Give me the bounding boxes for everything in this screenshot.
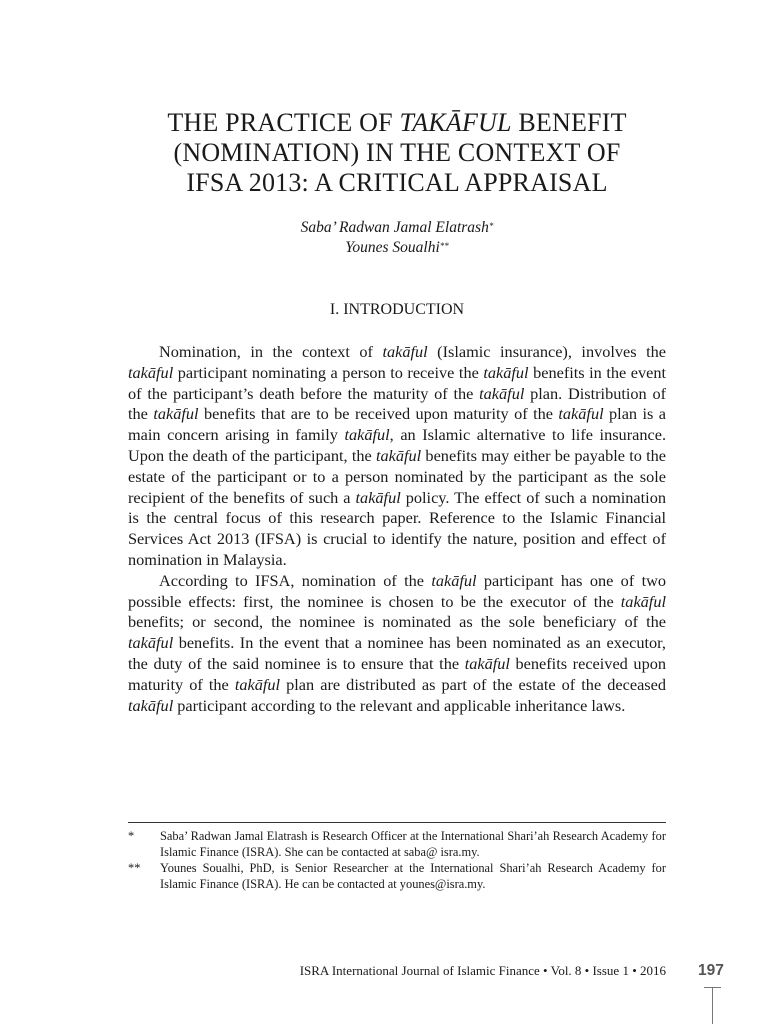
- italic-term: takāful: [464, 653, 510, 673]
- text-run: benefits; or second, the nominee is nominated as the sole beneficiary of the: [128, 612, 666, 632]
- title-line-3: IFSA 2013: A CRITICAL APPRAISAL: [186, 168, 608, 197]
- italic-term: takāful: [128, 695, 174, 715]
- text-run: benefits received upon maturity of the: [128, 653, 666, 694]
- paragraph-2: [128, 571, 666, 717]
- footnotes: [128, 828, 666, 892]
- running-footer: ISRA International Journal of Islamic Finance • Vol. 8 • Issue 1 • 2016: [299, 963, 666, 978]
- text-run: benefits that are to be received upon maturity of the: [198, 404, 559, 424]
- text-run: , an Islamic alternative to life insurance. Upon the death of the participant, the: [128, 425, 667, 465]
- text-run: benefits. In the event that a nominee has been nominated as an executor, the duty of the said nominee is to ensure that the: [128, 633, 666, 673]
- italic-term: takāful: [382, 342, 428, 361]
- text-run: benefits may either be payable to the estate of the participant or to a person nominated by the participant as the sole recipient of the benefits of such a: [128, 445, 666, 507]
- italic-term: takāful: [620, 591, 666, 611]
- text-run: plan is a main concern arising in family: [128, 404, 666, 445]
- italic-term: takāful: [344, 425, 390, 445]
- footnote-2: [128, 860, 666, 892]
- italic-term: takāful: [153, 404, 199, 424]
- footnote-text: Saba’ Radwan Jamal Elatrash is Research Officer at the International Shari’ah Research Academy for Islamic Finance (ISRA). She can be contacted at saba@ isra.my.: [160, 829, 666, 859]
- italic-term: takāful: [355, 487, 401, 507]
- text-run: Nomination, in the context of: [159, 342, 383, 361]
- italic-term: takāful: [479, 383, 525, 403]
- italic-term: takāful: [558, 404, 604, 424]
- italic-term: takāful: [483, 362, 529, 382]
- paragraph-1: [128, 342, 666, 571]
- crop-mark-vertical: [712, 987, 713, 1024]
- footnote-mark: **: [128, 861, 141, 875]
- text-run: plan are distributed as part of the estate of the deceased: [280, 674, 666, 694]
- author-2: Younes Soualhi**: [345, 239, 449, 256]
- italic-term: takāful: [234, 674, 281, 694]
- section-heading: I. INTRODUCTION: [329, 301, 465, 318]
- footnote-mark: *: [128, 829, 135, 843]
- italic-term: takāful: [128, 633, 174, 653]
- text-run: participant has one of two possible effects: first, the nominee is chosen to be the executor of the: [128, 570, 666, 611]
- text-run: plan. Distribution of the: [128, 383, 667, 424]
- footnote-divider: [128, 822, 666, 823]
- text-run: (Islamic insurance), involves the: [427, 342, 666, 361]
- text-run: benefits in the event of the participant’s death before the maturity of the: [128, 362, 666, 403]
- footnote-text: Younes Soualhi, PhD, is Senior Researcher at the International Shari’ah Research Academy for Islamic Finance (ISRA). He can be contacted at younes@isra.my.: [160, 861, 666, 891]
- title-line-2: (NOMINATION) IN THE CONTEXT OF: [173, 138, 621, 167]
- footnote-1: [128, 828, 666, 860]
- author-list: [128, 218, 666, 258]
- text-run: policy. The effect of such a nomination is the central focus of this research paper. Reference to the Islamic Financial Services Act 2013 (IFSA) is crucial to identify the nature, position and effect of nomination in Malaysia.: [128, 487, 666, 569]
- text-run: participant nominating a person to receive the: [173, 362, 484, 382]
- text-run: participant according to the relevant and applicable inheritance laws.: [173, 695, 626, 715]
- body-text: [128, 342, 666, 716]
- page-number: 197: [698, 962, 724, 979]
- italic-term: takāful: [128, 362, 174, 382]
- author-1: Saba’ Radwan Jamal Elatrash*: [300, 219, 494, 236]
- italic-term: takāful: [375, 445, 422, 465]
- italic-term: takāful: [431, 570, 477, 590]
- article-title: [128, 108, 666, 198]
- text-run: According to IFSA, nomination of the: [159, 570, 432, 590]
- title-line-1: THE PRACTICE OF TAKĀFUL BENEFIT: [167, 108, 627, 137]
